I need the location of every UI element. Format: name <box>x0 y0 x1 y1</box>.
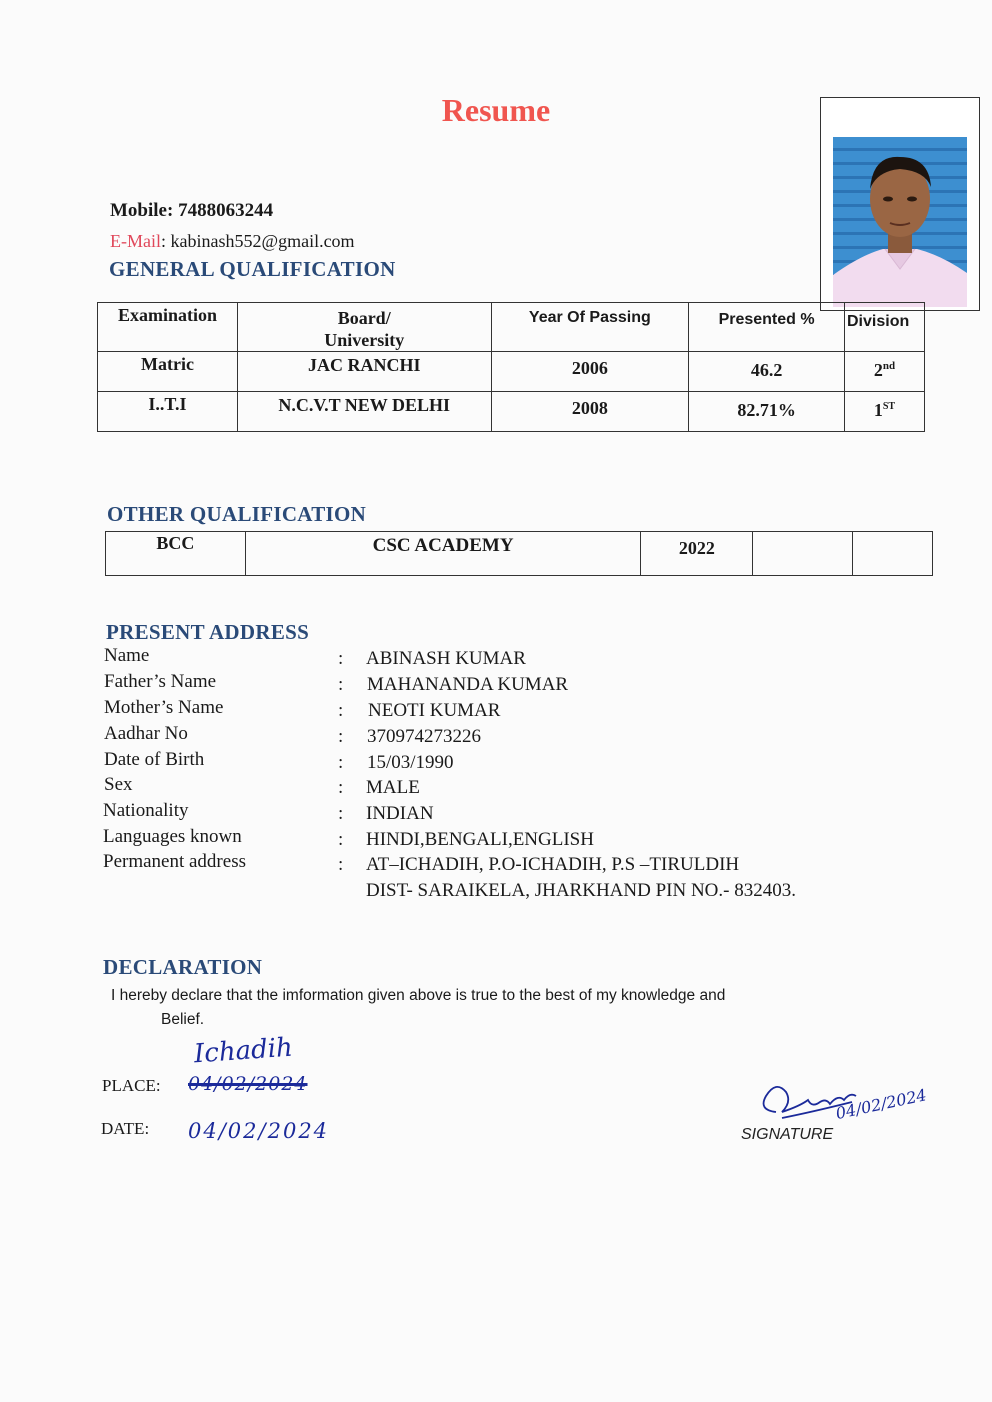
place-handwritten: Ichadih <box>193 1032 294 1070</box>
present-address-heading: PRESENT ADDRESS <box>106 620 310 644</box>
info-value: AT–ICHADIH, P.O-ICHADIH, P.S –TIRULDIH <box>366 854 740 875</box>
cell-exam: Matric <box>98 352 238 392</box>
email-address: kabinash552@gmail.com <box>170 231 355 251</box>
info-colon: : <box>338 803 344 824</box>
header-examination: Examination <box>98 303 238 352</box>
signature-date: 04/02/2024 <box>834 1085 929 1123</box>
info-colon: : <box>338 674 344 695</box>
declaration-text-cont: Belief. <box>161 1011 205 1028</box>
cell-year: 2022 <box>641 532 753 576</box>
info-value: MALE <box>366 777 420 798</box>
info-value: MAHANANDA KUMAR <box>367 674 569 695</box>
cell-exam: I..T.I <box>98 392 238 432</box>
info-value: 15/03/1990 <box>367 752 454 773</box>
cell-empty <box>753 532 853 576</box>
header-board-university <box>237 303 491 352</box>
info-label: Languages known <box>103 826 242 847</box>
date-label: DATE: <box>101 1119 150 1138</box>
cell-year: 2006 <box>491 352 689 392</box>
division-number: 1 <box>873 400 883 420</box>
struck-date: 04/02/2024 <box>188 1073 308 1095</box>
signature-label: SIGNATURE <box>741 1126 834 1143</box>
resume-title: Resume <box>441 92 551 128</box>
mobile-number: 7488063244 <box>178 200 274 221</box>
cell-institute: CSC ACADEMY <box>245 532 641 576</box>
info-label: Father’s Name <box>104 671 217 692</box>
info-value: ABINASH KUMAR <box>366 648 526 669</box>
division-suffix: ST <box>882 401 896 412</box>
cell-division <box>845 392 925 432</box>
info-value: INDIAN <box>366 803 434 824</box>
email-separator: : <box>161 231 171 251</box>
other-qualification-table <box>105 531 933 576</box>
cell-board: N.C.V.T NEW DELHI <box>237 392 491 432</box>
cell-percent: 82.71% <box>689 392 845 432</box>
email-line <box>110 231 355 252</box>
header-percent: Presented % <box>689 303 845 352</box>
info-label: Name <box>104 645 150 666</box>
info-label: Mother’s Name <box>104 697 224 718</box>
info-label: Nationality <box>103 800 189 821</box>
date-handwritten: 04/02/2024 <box>188 1119 330 1143</box>
info-label: Sex <box>104 774 133 795</box>
division-number: 2 <box>873 360 883 380</box>
info-value: HINDI,BENGALI,ENGLISH <box>366 829 594 850</box>
header-division: Division <box>845 303 925 352</box>
info-value: 370974273226 <box>367 726 481 747</box>
address-line-2: DIST- SARAIKELA, JHARKHAND PIN NO.- 832403. <box>366 880 796 901</box>
cell-course: BCC <box>106 532 246 576</box>
cell-board: JAC RANCHI <box>237 352 491 392</box>
declaration-text: I hereby declare that the imformation given above is true to the best of my knowledge and <box>111 987 726 1004</box>
mobile-line <box>110 200 273 222</box>
declaration-heading: DECLARATION <box>103 955 263 979</box>
info-colon: : <box>338 829 344 850</box>
table-row <box>106 532 933 576</box>
email-label: E-Mail <box>110 231 161 251</box>
info-colon: : <box>338 854 344 875</box>
cell-empty <box>853 532 933 576</box>
general-qualification-heading: GENERAL QUALIFICATION <box>109 257 396 281</box>
header-board: Board/ <box>337 308 391 328</box>
info-label: Permanent address <box>103 851 246 872</box>
info-colon: : <box>338 726 344 747</box>
division-suffix: nd <box>882 360 896 372</box>
info-colon: : <box>338 777 344 798</box>
info-label: Aadhar No <box>104 723 188 744</box>
cell-year: 2008 <box>491 392 689 432</box>
cell-division <box>845 352 925 392</box>
table-header-row <box>98 303 925 352</box>
place-label: PLACE: <box>102 1076 161 1095</box>
info-colon: : <box>338 700 344 721</box>
header-university: University <box>324 330 405 350</box>
photo-frame <box>820 97 980 311</box>
profile-photo <box>833 137 967 307</box>
other-qualification-heading: OTHER QUALIFICATION <box>107 502 367 526</box>
info-value: NEOTI KUMAR <box>368 700 501 721</box>
info-colon: : <box>338 752 344 773</box>
cell-percent: 46.2 <box>689 352 845 392</box>
table-row <box>98 392 925 432</box>
header-year: Year Of Passing <box>491 303 689 352</box>
mobile-label: Mobile: <box>110 200 179 221</box>
table-row <box>98 352 925 392</box>
info-label: Date of Birth <box>104 749 205 770</box>
info-colon: : <box>338 648 344 669</box>
general-qualification-table <box>97 302 925 432</box>
